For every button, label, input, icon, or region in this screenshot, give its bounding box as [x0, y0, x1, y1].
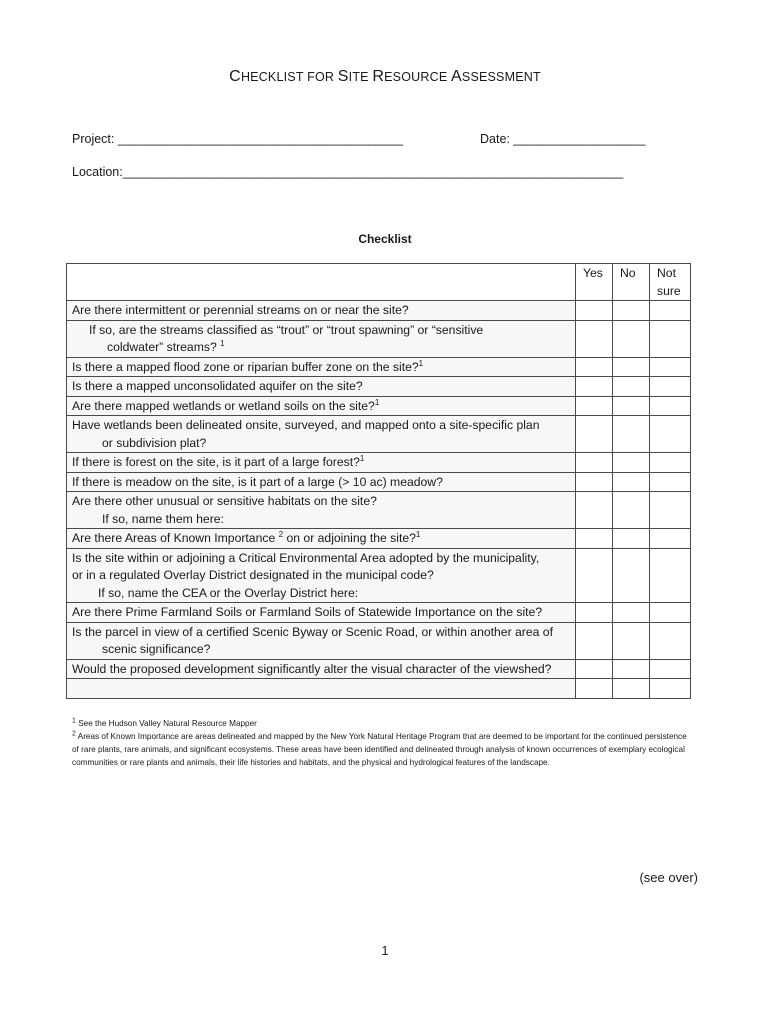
answer-not-sure-box[interactable] [650, 320, 691, 357]
answer-no-box[interactable] [613, 357, 650, 377]
answer-no-box[interactable] [613, 679, 650, 699]
answer-not-sure-box[interactable] [650, 679, 691, 699]
checklist-row [67, 548, 691, 603]
project-label: Project: [72, 132, 115, 146]
checklist-heading: Checklist [358, 232, 412, 246]
checklist-row [67, 659, 691, 679]
answer-not-sure-box[interactable] [650, 472, 691, 492]
date-label: Date: [480, 132, 510, 146]
no-column-header: No [613, 264, 650, 301]
answer-yes-box[interactable] [576, 453, 613, 473]
see-over-note: (see over) [639, 870, 698, 885]
answer-not-sure-box[interactable] [650, 357, 691, 377]
checklist-question: Are there mapped wetlands or wetland soils on the site?$^1$ [67, 396, 576, 416]
checklist-question: If there is forest on the site, is it part of a large forest?$^1$ [67, 453, 576, 473]
answer-no-box[interactable] [613, 548, 650, 603]
answer-not-sure-box[interactable] [650, 396, 691, 416]
answer-yes-box[interactable] [576, 622, 613, 659]
page-title: CHECKLIST FOR SITE RESOURCE ASSESSMENT [229, 68, 541, 85]
not-sure-column-header: Not sure [650, 264, 691, 301]
footnote-2: $^2$ Areas of Known Importance are areas delineated and mapped by the New York Natural Heritage Program that are deemed to be important for the continued persistence of rare plants, rare animals, and significant ecosystems. These areas have been identified and delineated through analysis of known occurrences of exemplary ecological communities or rare plants and animals, their life histories and habitats, and the physical and hydrological features of the landscape. [72, 730, 687, 767]
answer-not-sure-box[interactable] [650, 301, 691, 321]
answer-not-sure-box[interactable] [650, 548, 691, 603]
answer-yes-box[interactable] [576, 659, 613, 679]
checklist-table [66, 263, 691, 699]
answer-not-sure-box[interactable] [650, 377, 691, 397]
project-line[interactable]: _________________________________________ [117, 132, 403, 146]
answer-yes-box[interactable] [576, 357, 613, 377]
answer-no-box[interactable] [613, 301, 650, 321]
answer-yes-box[interactable] [576, 529, 613, 549]
answer-no-box[interactable] [613, 622, 650, 659]
checklist-row [67, 603, 691, 623]
checklist-question: Would the proposed development significantly alter the visual character of the viewshed? [67, 659, 576, 679]
answer-yes-box[interactable] [576, 377, 613, 397]
answer-yes-box[interactable] [576, 603, 613, 623]
answer-no-box[interactable] [613, 377, 650, 397]
checklist-row [67, 301, 691, 321]
checklist-row [67, 320, 691, 357]
checklist-question: Is there a mapped unconsolidated aquifer on the site? [67, 377, 576, 397]
answer-yes-box[interactable] [576, 548, 613, 603]
answer-yes-box[interactable] [576, 416, 613, 453]
answer-not-sure-box[interactable] [650, 453, 691, 473]
checklist-row [67, 396, 691, 416]
location-line[interactable]: ________________________________________________________________________ [122, 165, 624, 179]
answer-not-sure-box[interactable] [650, 622, 691, 659]
question-header-cell [67, 264, 576, 301]
date-line[interactable]: ___________________ [513, 132, 646, 146]
answer-yes-box[interactable] [576, 472, 613, 492]
answer-not-sure-box[interactable] [650, 492, 691, 529]
checklist-question: Are there intermittent or perennial streams on or near the site? [67, 301, 576, 321]
answer-no-box[interactable] [613, 529, 650, 549]
checklist-question: If so, are the streams classified as “trout” or “trout spawning” or “sensitive coldwater” streams? $^1$ [67, 320, 576, 357]
project-field[interactable] [72, 132, 403, 146]
checklist-question: If there is meadow on the site, is it part of a large (> 10 ac) meadow? [67, 472, 576, 492]
checklist-row [67, 357, 691, 377]
checklist-question: Is the site within or adjoining a Critical Environmental Area adopted by the municipality, or in a regulated Overlay District designated in the municipal code? If so, name the CEA or the Overlay District here: [67, 548, 576, 603]
checklist-row [67, 679, 691, 699]
answer-yes-box[interactable] [576, 396, 613, 416]
answer-no-box[interactable] [613, 320, 650, 357]
yes-column-header: Yes [576, 264, 613, 301]
answer-not-sure-box[interactable] [650, 659, 691, 679]
checklist-row [67, 622, 691, 659]
checklist-question: Are there other unusual or sensitive habitats on the site? If so, name them here: [67, 492, 576, 529]
answer-not-sure-box[interactable] [650, 416, 691, 453]
location-field[interactable] [72, 165, 623, 179]
answer-no-box[interactable] [613, 453, 650, 473]
checklist-question [67, 679, 576, 699]
answer-no-box[interactable] [613, 416, 650, 453]
location-label: Location: [72, 165, 123, 179]
answer-no-box[interactable] [613, 603, 650, 623]
checklist-question: Are there Prime Farmland Soils or Farmland Soils of Statewide Importance on the site? [67, 603, 576, 623]
answer-no-box[interactable] [613, 396, 650, 416]
checklist-question: Have wetlands been delineated onsite, surveyed, and mapped onto a site-specific plan or subdivision plat? [67, 416, 576, 453]
checklist-row [67, 377, 691, 397]
answer-not-sure-box[interactable] [650, 529, 691, 549]
answer-no-box[interactable] [613, 492, 650, 529]
date-field[interactable] [480, 132, 645, 146]
answer-yes-box[interactable] [576, 679, 613, 699]
page-number: 1 [381, 944, 389, 958]
checklist-row [67, 472, 691, 492]
checklist-question: Is the parcel in view of a certified Scenic Byway or Scenic Road, or within another area of scenic significance? [67, 622, 576, 659]
answer-no-box[interactable] [613, 472, 650, 492]
checklist-row [67, 416, 691, 453]
footnotes [72, 717, 692, 769]
checklist-question: Is there a mapped flood zone or riparian buffer zone on the site?$^1$ [67, 357, 576, 377]
answer-no-box[interactable] [613, 659, 650, 679]
checklist-header-row [67, 264, 691, 301]
checklist-row [67, 529, 691, 549]
footnote-1: $^1$ See the Hudson Valley Natural Resource Mapper [72, 717, 257, 728]
answer-not-sure-box[interactable] [650, 603, 691, 623]
answer-yes-box[interactable] [576, 492, 613, 529]
answer-yes-box[interactable] [576, 301, 613, 321]
checklist-row [67, 492, 691, 529]
answer-yes-box[interactable] [576, 320, 613, 357]
checklist-row [67, 453, 691, 473]
checklist-question: Are there Areas of Known Importance $^2$ on or adjoining the site?$^1$ [67, 529, 576, 549]
